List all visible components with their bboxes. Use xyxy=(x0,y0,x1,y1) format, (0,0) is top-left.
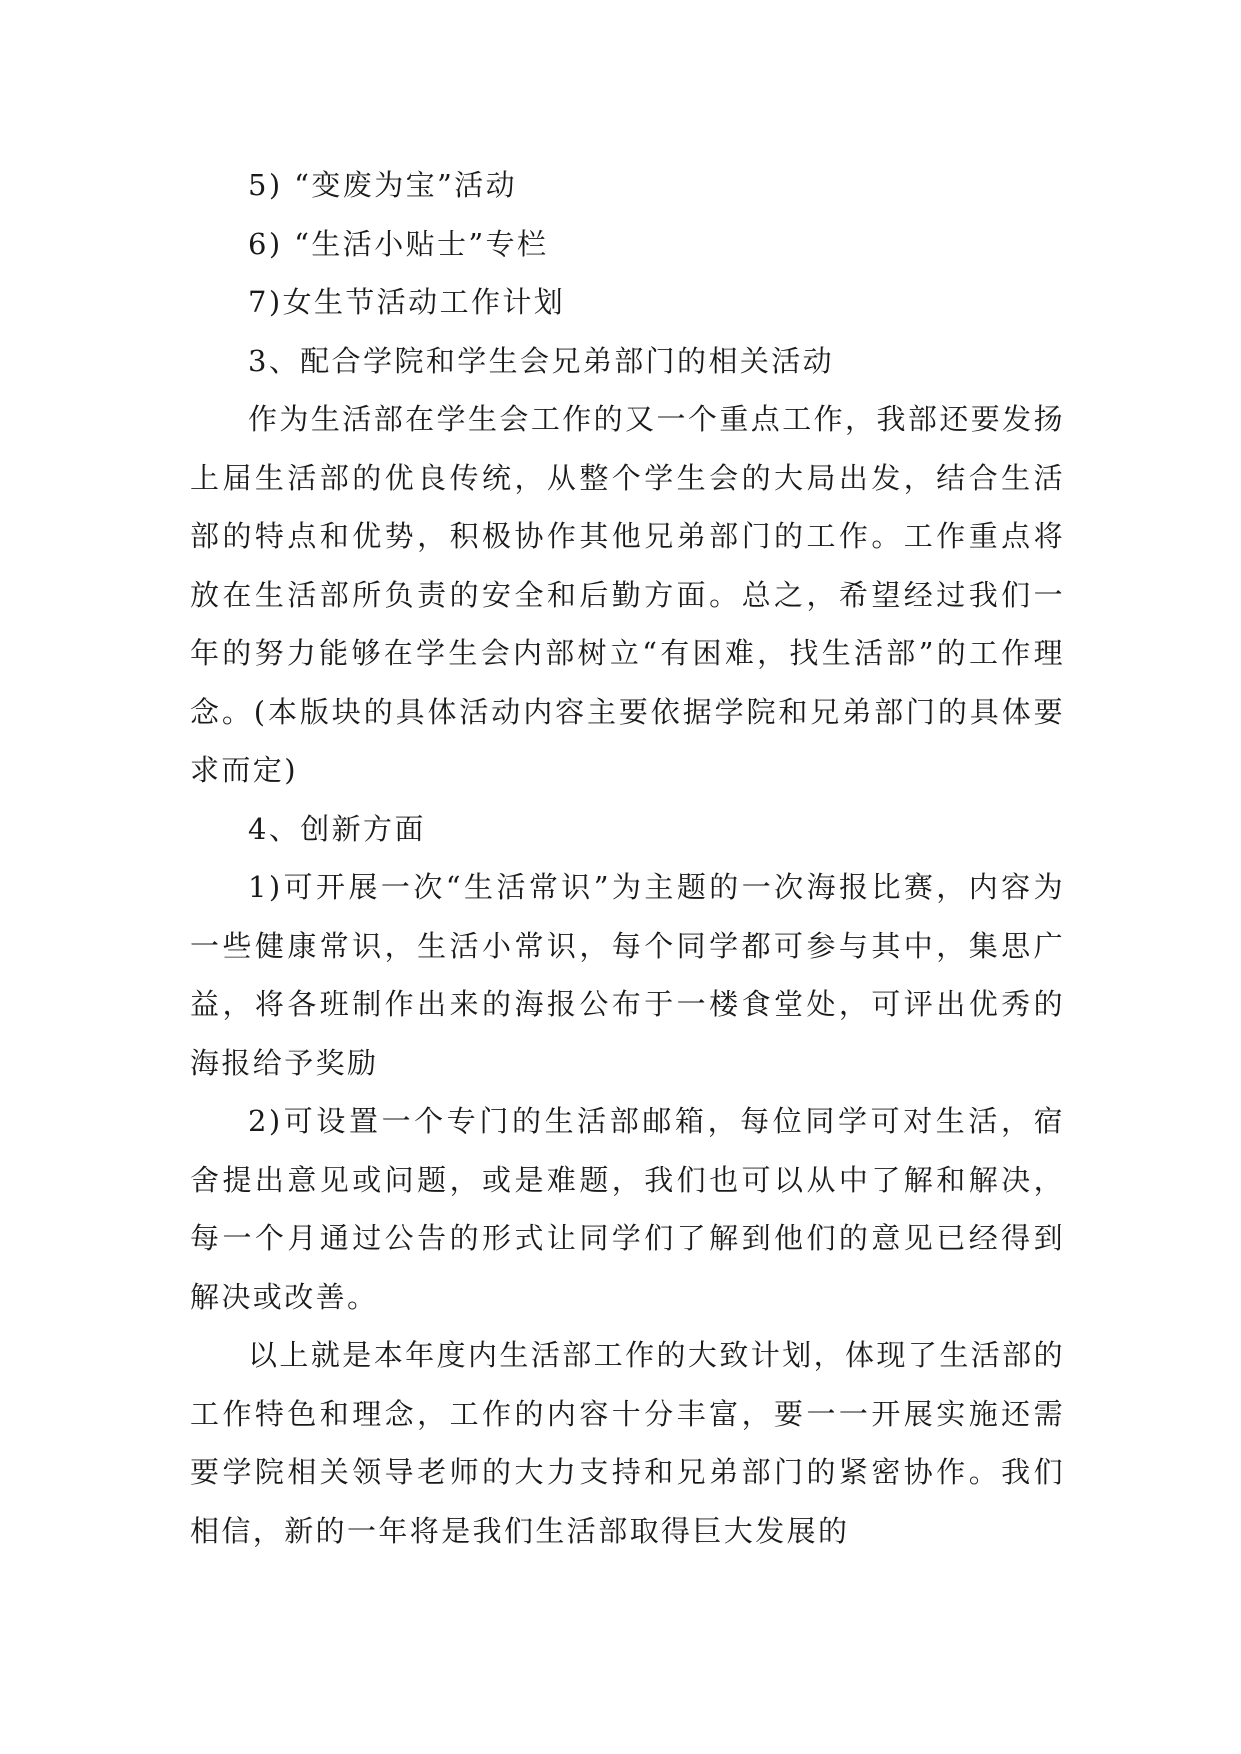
body-paragraph-conclusion: 以上就是本年度内生活部工作的大致计划，体现了生活部的工作特色和理念，工作的内容十分丰富，要一一开展实施还需要学院相关领导老师的大力支持和兄弟部门的紧密协作。我们相信，新的一年将是我们生活部取得巨大发展的 xyxy=(190,1338,1065,1548)
document-body xyxy=(190,156,1065,1560)
body-paragraph-poster-contest: 1)可开展一次“生活常识”为主题的一次海报比赛，内容为一些健康常识，生活小常识，每个同学都可参与其中，集思广益，将各班制作出来的海报公布于一楼食堂处，可评出优秀的海报给予奖励 xyxy=(190,870,1065,1080)
body-paragraph-cooperation: 作为生活部在学生会工作的又一个重点工作，我部还要发扬上届生活部的优良传统，从整个学生会的大局出发，结合生活部的特点和优势，积极协作其他兄弟部门的工作。工作重点将放在生活部所负责的安全和后勤方面。总之，希望经过我们一年的努力能够在学生会内部树立“有困难，找生活部”的工作理念。(本版块的具体活动内容主要依据学院和兄弟部门的具体要求而定) xyxy=(190,402,1065,787)
section-heading-innovation: 4、创新方面 xyxy=(248,811,426,846)
list-item-recycling-activity: 5) “变废为宝”活动 xyxy=(248,168,518,202)
list-item-life-tips-column: 6) “生活小贴士”专栏 xyxy=(248,226,549,261)
list-item-womens-day-plan: 7)女生节活动工作计划 xyxy=(248,285,566,319)
section-heading-cooperation: 3、配合学院和学生会兄弟部门的相关活动 xyxy=(248,343,835,378)
body-paragraph-mailbox: 2)可设置一个专门的生活部邮箱，每位同学可对生活，宿舍提出意见或问题，或是难题，我们也可以从中了解和解决，每一个月通过公告的形式让同学们了解到他们的意见已经得到解决或改善。 xyxy=(190,1104,1065,1314)
